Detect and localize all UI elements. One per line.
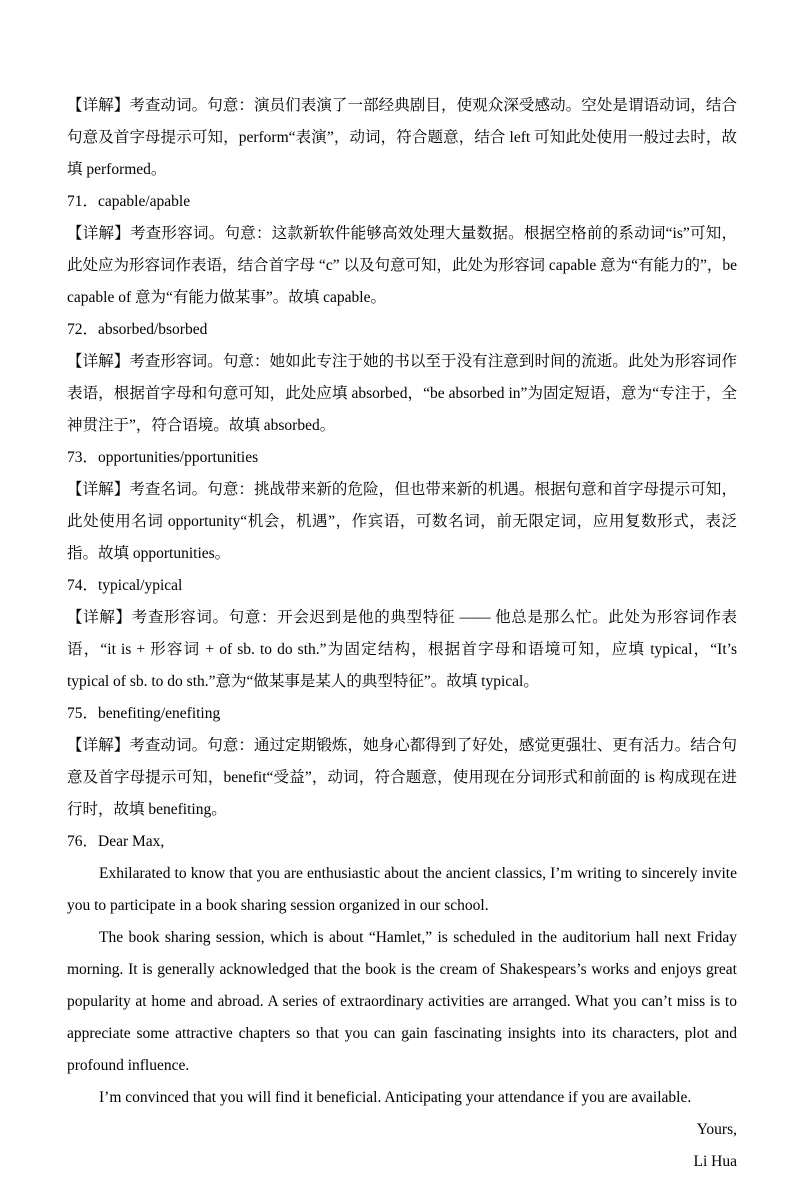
letter-closing: Yours,	[696, 1121, 737, 1138]
explanation-item-72: 【详解】考查形容词。句意：她如此专注于她的书以至于没有注意到时间的流逝。此处为形容词作表语，根据首字母和句意可知，此处应填 absorbed，“be absorbed in”为固定短语，意为“专注于，全神贯注于”，符合语境。故填 absorbed。	[67, 353, 737, 434]
answer-line-73: 73．opportunities/pportunities	[67, 449, 259, 466]
explanation-item-73: 【详解】考查名词。句意：挑战带来新的危险，但也带来新的机遇。根据句意和首字母提示可知，此处使用名词 opportunity“机会，机遇”，作宾语，可数名词，前无限定词，应用复数形式，表泛指。故填 opportunities。	[67, 481, 737, 562]
letter-paragraph-3: I’m convinced that you will find it beneficial. Anticipating your attendance if you are available.	[99, 1089, 692, 1106]
answer-line-72: 72．absorbed/bsorbed	[67, 321, 208, 338]
explanation-item-71: 【详解】考查形容词。句意：这款新软件能够高效处理大量数据。根据空格前的系动词“is”可知，此处应为形容词作表语，结合首字母 “c” 以及句意可知，此处为形容词 capable 意为“有能力的”，be capable of 意为“有能力做某事”。故填 capable。	[67, 225, 737, 306]
answer-line-74: 74．typical/ypical	[67, 577, 183, 594]
answer-line-71: 71．capable/apable	[67, 193, 191, 210]
letter-signature: Li Hua	[693, 1153, 737, 1170]
explanation-item-70: 【详解】考查动词。句意：演员们表演了一部经典剧目，使观众深受感动。空处是谓语动词，结合句意及首字母提示可知，perform“表演”，动词，符合题意，结合 left 可知此处使用一般过去时，故填 performed。	[67, 97, 737, 178]
letter-heading-76: 76．Dear Max,	[67, 833, 165, 850]
explanation-item-75: 【详解】考查动词。句意：通过定期锻炼，她身心都得到了好处，感觉更强壮、更有活力。结合句意及首字母提示可知，benefit“受益”，动词，符合题意，使用现在分词形式和前面的 is 构成现在进行时，故填 benefiting。	[67, 737, 737, 818]
answer-line-75: 75．benefiting/enefiting	[67, 705, 221, 722]
explanation-item-74: 【详解】考查形容词。句意：开会迟到是他的典型特征 —— 他总是那么忙。此处为形容词作表语，“it is + 形容词 + of sb. to do sth.”为固定结构，根据首字母和语境可知，应填 typical，“It’s typical of sb. to do sth.”意为“做某事是某人的典型特征”。故填 typical。	[67, 609, 737, 690]
letter-paragraph-2: The book sharing session, which is about “Hamlet,” is scheduled in the auditorium hall next Friday morning. It is generally acknowledged that the book is the cream of Shakespears’s works and enjoys great popularity at home and abroad. A series of extraordinary activities are arranged. What you can’t miss is to appreciate some attractive chapters so that you can gain fascinating insights into its characters, plot and profound influence.	[67, 929, 737, 1074]
letter-paragraph-1: Exhilarated to know that you are enthusiastic about the ancient classics, I’m writing to sincerely invite you to participate in a book sharing session organized in our school.	[67, 865, 737, 914]
